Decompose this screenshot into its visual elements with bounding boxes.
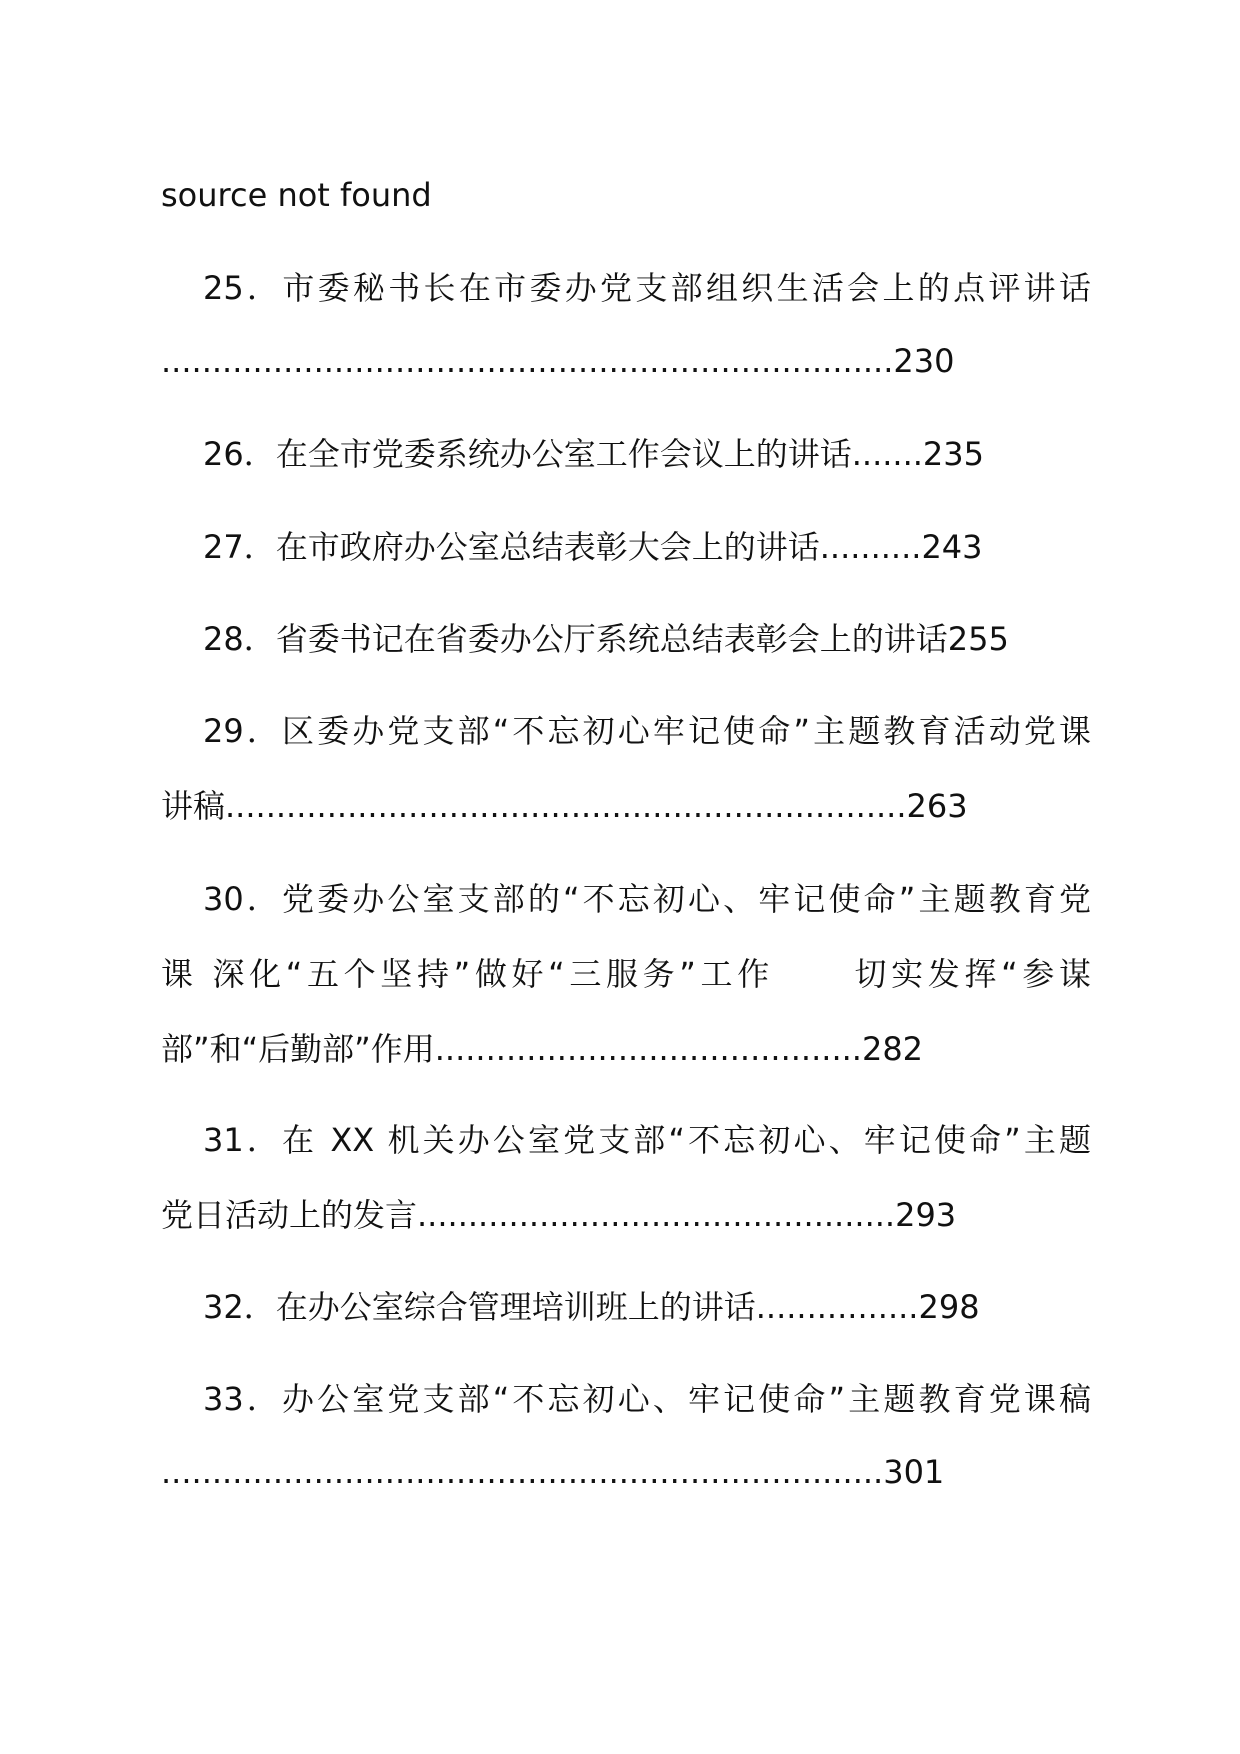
toc-entry-leader-page: ........................................................................230 bbox=[161, 342, 955, 380]
toc-entry-title: 26．在全市党委系统办公室工作会议上的讲话.......235 bbox=[203, 435, 985, 473]
toc-entry-title: 29．区委办党支部“不忘初心牢记使命”主题教育活动党课 bbox=[203, 712, 1091, 750]
toc-entry-title: 30．党委办公室支部的“不忘初心、牢记使命”主题教育党 bbox=[203, 880, 1091, 918]
toc-entry-leader-page: .......................................................................301 bbox=[161, 1453, 945, 1491]
toc-entry-title: 31．在 XX 机关办公室党支部“不忘初心、牢记使命”主题 bbox=[203, 1121, 1091, 1159]
toc-entry-leader-page: 党日活动上的发言...............................................293 bbox=[161, 1196, 957, 1234]
toc-entry-title: 25．市委秘书长在市委办党支部组织生活会上的点评讲话 bbox=[203, 269, 1091, 307]
toc-entry-title: 33．办公室党支部“不忘初心、牢记使命”主题教育党课稿 bbox=[203, 1380, 1091, 1418]
toc-entry-leader-page: 部”和“后勤部”作用..........................................282 bbox=[161, 1030, 924, 1068]
toc-entry-continuation: 课 深化“五个坚持”做好“三服务”工作 切实发挥“参谋 bbox=[161, 955, 1091, 993]
toc-entry-title: 28．省委书记在省委办公厅系统总结表彰会上的讲话255 bbox=[203, 620, 1009, 658]
toc-entry-title: 32．在办公室综合管理培训班上的讲话................298 bbox=[203, 1288, 980, 1326]
toc-entry-title: 27．在市政府办公室总结表彰大会上的讲话..........243 bbox=[203, 528, 983, 566]
toc-entry-leader-page: 讲稿...................................................................263 bbox=[161, 787, 968, 825]
error-note: source not found bbox=[161, 176, 432, 214]
